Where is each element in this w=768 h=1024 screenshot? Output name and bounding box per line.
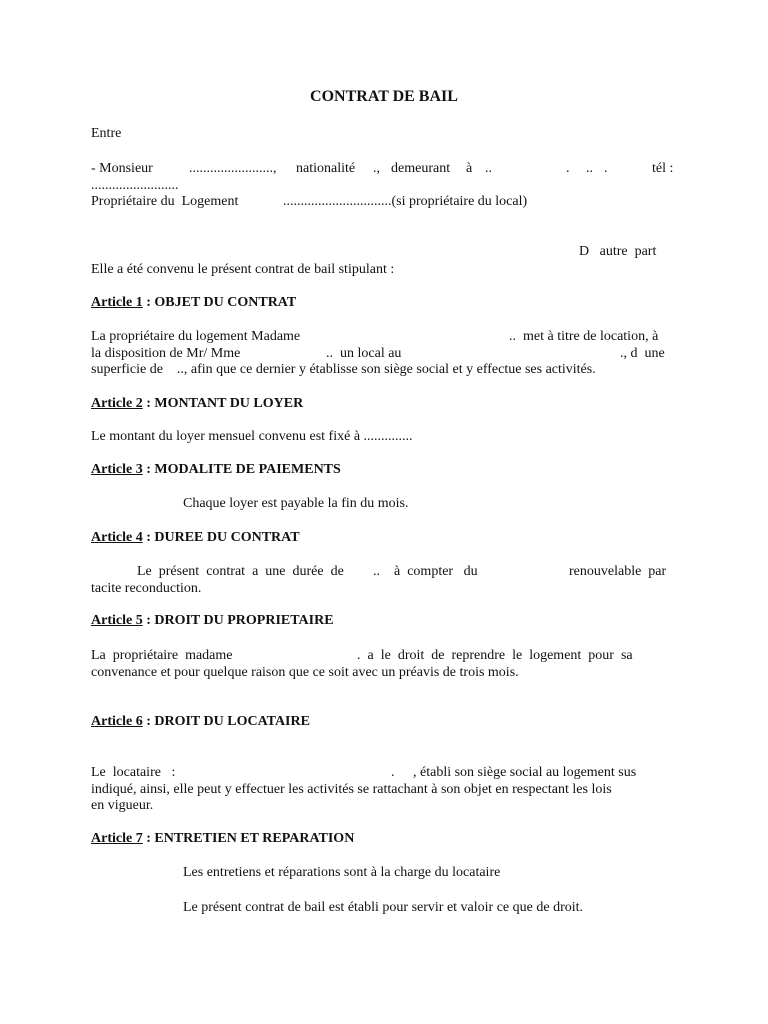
autre-part: D autre part <box>579 244 657 259</box>
article-3-heading <box>91 461 341 478</box>
article-5-title: DROIT DU PROPRIETAIRE <box>154 613 334 628</box>
party-tel-dots: ......................... <box>91 178 179 193</box>
article-1-line-2c: ., d une <box>620 346 665 361</box>
entre-label: Entre <box>91 126 122 141</box>
article-2-heading <box>91 395 303 412</box>
article-4-line-1c: à compter du <box>394 564 478 579</box>
article-7-sep: : <box>142 831 155 846</box>
article-2-number: Article 2 <box>91 396 143 411</box>
article-6-line-3: en vigueur. <box>91 798 154 813</box>
article-1-title: OBJET DU CONTRAT <box>154 295 297 310</box>
article-7-title: ENTRETIEN ET REPARATION <box>154 831 355 846</box>
party-proprietaire: Propriétaire du Logement <box>91 194 239 209</box>
article-3-line-1: Chaque loyer est payable la fin du mois. <box>183 496 409 511</box>
party-nationalite: nationalité <box>296 161 356 176</box>
article-7-line-2: Le présent contrat de bail est établi pour servir et valoir ce que de droit. <box>183 900 584 915</box>
article-1-heading <box>91 294 296 311</box>
article-1-sep: : <box>142 295 155 310</box>
article-3-sep: : <box>142 462 155 477</box>
article-7-line-1: Les entretiens et réparations sont à la charge du locataire <box>183 865 501 880</box>
article-2-title: MONTANT DU LOYER <box>154 396 304 411</box>
party-a: à <box>466 161 473 176</box>
party-proprietaire-dots: ...............................(si propriétaire du local) <box>283 194 528 209</box>
article-6-number: Article 6 <box>91 714 143 729</box>
article-6-line-1a: Le locataire : <box>91 765 176 780</box>
article-5-line-1b: . a le droit de reprendre le logement pour sa <box>357 648 633 663</box>
article-7-number: Article 7 <box>91 831 143 846</box>
party-address-dots: .. <box>485 161 492 176</box>
article-1-line-2a: la disposition de Mr/ Mme <box>91 346 241 361</box>
article-5-line-1a: La propriétaire madame <box>91 648 233 663</box>
article-3-title: MODALITE DE PAIEMENTS <box>154 462 341 477</box>
party-nationalite-dots: ., <box>373 161 380 176</box>
article-4-line-1d: renouvelable par <box>569 564 667 579</box>
article-1-line-3: superficie de .., afin que ce dernier y établisse son siège social et y effectue ses activités. <box>91 362 596 377</box>
party-name-dots: ........................, <box>189 161 277 176</box>
article-7-heading <box>91 830 354 847</box>
party-dot-2: .. <box>586 161 593 176</box>
article-4-title: DUREE DU CONTRAT <box>154 530 300 545</box>
article-6-line-1b: . <box>391 765 395 780</box>
article-6-title: DROIT DU LOCATAIRE <box>154 714 310 729</box>
article-6-line-2: indiqué, ainsi, elle peut y effectuer les activités se rattachant à son objet en respectant les lois <box>91 782 612 797</box>
article-1-line-1a: La propriétaire du logement Madame <box>91 329 301 344</box>
article-5-sep: : <box>142 613 155 628</box>
article-5-heading <box>91 612 334 629</box>
article-4-sep: : <box>142 530 155 545</box>
article-4-number: Article 4 <box>91 530 143 545</box>
article-4-heading <box>91 529 300 546</box>
intro-text: Elle a été convenu le présent contrat de bail stipulant : <box>91 262 395 277</box>
article-2-line-1: Le montant du loyer mensuel convenu est fixé à .............. <box>91 429 413 444</box>
article-1-number: Article 1 <box>91 295 143 310</box>
party-dot-1: . <box>566 161 570 176</box>
party-monsieur: - Monsieur <box>91 161 153 176</box>
article-1-line-1b: .. met à titre de location, à <box>509 329 659 344</box>
article-2-sep: : <box>142 396 155 411</box>
party-demeurant: demeurant <box>391 161 451 176</box>
article-6-line-1c: , établi son siège social au logement sus <box>413 765 637 780</box>
document-title: CONTRAT DE BAIL <box>310 88 458 105</box>
article-6-sep: : <box>142 714 155 729</box>
article-6-heading <box>91 713 310 730</box>
article-4-line-1a: Le présent contrat a une durée de <box>137 564 344 579</box>
party-tel: tél : <box>652 161 674 176</box>
article-4-line-2: tacite reconduction. <box>91 581 202 596</box>
article-3-number: Article 3 <box>91 462 143 477</box>
article-5-line-2: convenance et pour quelque raison que ce soit avec un préavis de trois mois. <box>91 665 519 680</box>
article-5-number: Article 5 <box>91 613 143 628</box>
article-1-line-2b: .. un local au <box>326 346 402 361</box>
party-dot-3: . <box>604 161 608 176</box>
article-4-line-1b: .. <box>373 564 380 579</box>
